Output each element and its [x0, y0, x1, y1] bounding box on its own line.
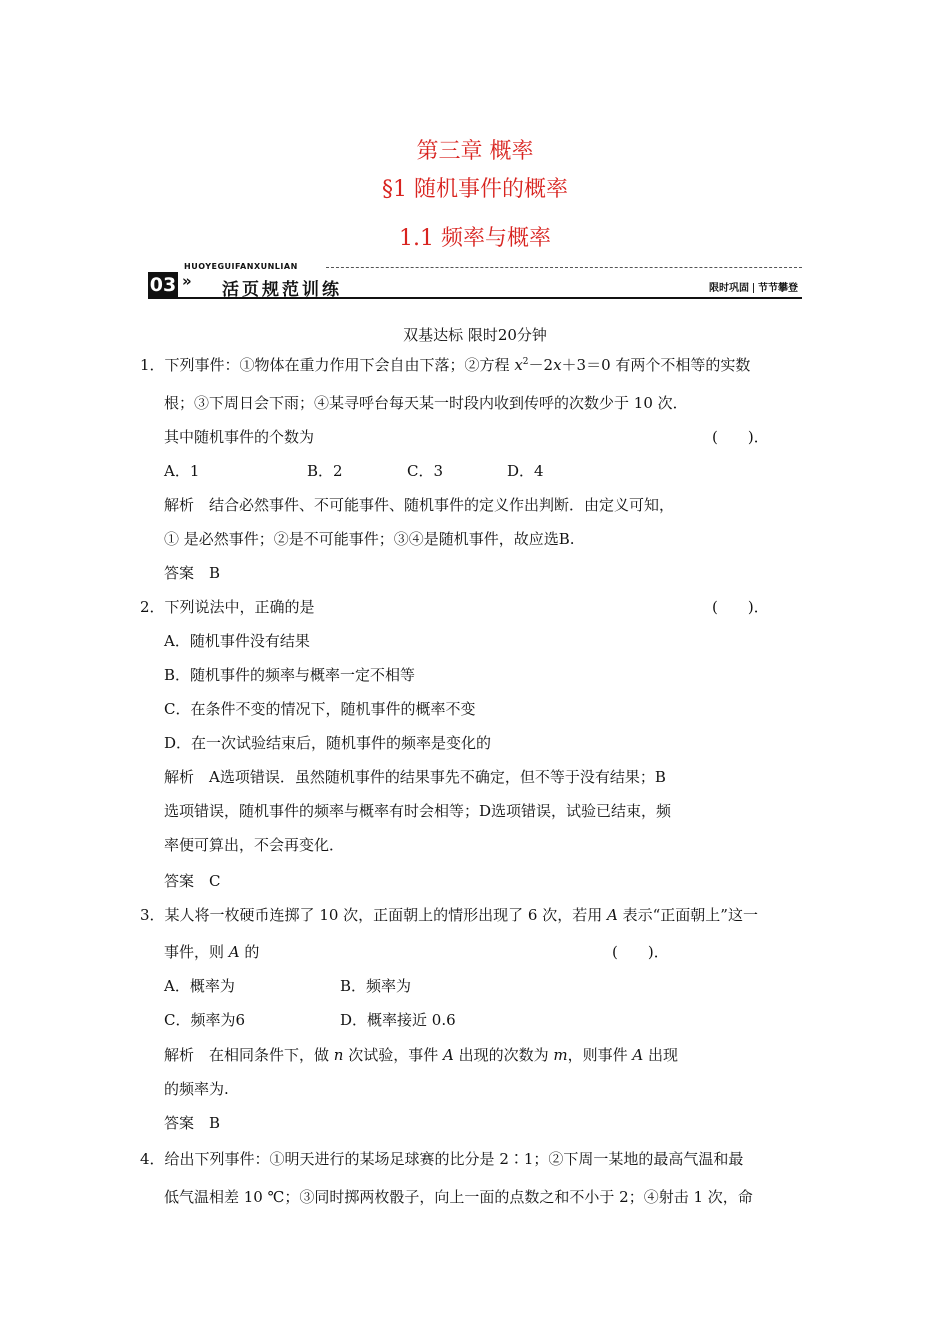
q2-option-c: C．在条件不变的情况下，随机事件的概率不变 — [164, 700, 476, 718]
banner-number: 03 — [149, 274, 177, 296]
tag-separator — [753, 283, 754, 293]
q3-option-d: D．概率接近 0.6 — [340, 1011, 456, 1029]
q2-explanation-1: 解析 A选项错误．虽然随机事件的结果事先不确定，但不等于没有结果；B — [164, 768, 666, 786]
q2-line-1: 2．下列说法中，正确的是 — [140, 598, 315, 616]
banner-pinyin: HUOYEGUIFANXUNLIAN — [184, 262, 298, 271]
q3-explanation-2: 的频率为. — [164, 1080, 229, 1098]
subsection-title: 1.1 频率与概率 — [399, 226, 551, 251]
q1-option-a: A．1 — [164, 462, 200, 480]
q1-line-2: 根；③下周日会下雨；④某寻呼台每天某一时段内收到传呼的次数少于 10 次． — [164, 394, 688, 412]
double-chevron-icon: » — [182, 272, 192, 290]
q2-answer-blank: ( )． — [712, 598, 769, 616]
q3-line-2: 事件，则 A 的 — [164, 943, 260, 961]
q2-option-a: A．随机事件没有结果 — [164, 632, 310, 650]
banner-name: 活页规范训练 — [222, 280, 342, 300]
q3-option-a: A．概率为 — [164, 977, 235, 995]
q3-option-b: B．频率为 — [340, 977, 412, 995]
q3-option-c: C．频率为6 — [164, 1011, 246, 1029]
q2-option-d: D．在一次试验结束后，随机事件的频率是变化的 — [164, 734, 492, 752]
q4-line-1: 4．给出下列事件：①明天进行的某场足球赛的比分是 2∶1；②下周一某地的最高气温和最 — [140, 1150, 744, 1168]
q1-answer: 答案 B — [164, 564, 221, 582]
q3-answer-blank: ( )． — [612, 943, 669, 961]
q3-explanation-1: 解析 在相同条件下，做 n 次试验，事件 A 出现的次数为 m，则事件 A 出现 — [164, 1046, 679, 1064]
banner-tag-left: 限时巩固 — [709, 283, 749, 294]
q2-explanation-3: 率便可算出，不会再变化． — [164, 836, 345, 854]
q2-answer: 答案 C — [164, 872, 221, 890]
q1-explanation-1: 解析 结合必然事件、不可能事件、随机事件的定义作出判断．由定义可知， — [164, 496, 675, 514]
q1-option-d: D．4 — [507, 462, 544, 480]
q1-answer-blank: ( )． — [712, 428, 769, 446]
practice-banner — [148, 262, 802, 298]
q3-line-1: 3．某人将一枚硬币连掷了 10 次，正面朝上的情形出现了 6 次，若用 A 表示“正面朝上”这一 — [140, 906, 758, 924]
q2-explanation-2: 选项错误，随机事件的频率与概率有时会相等；D选项错误，试验已结束，频 — [164, 802, 672, 820]
q1-line-3: 其中随机事件的个数为 — [164, 428, 315, 446]
q2-option-b: B．随机事件的频率与概率一定不相等 — [164, 666, 416, 684]
banner-dashed-rule — [326, 267, 802, 268]
banner-tag-right: 节节攀登 — [758, 283, 798, 294]
q1-line-1: 1．下列事件：①物体在重力作用下会自由下落；②方程 $x^2-2x+3=0$ 有两个不相等的实数 — [140, 356, 751, 374]
q1-option-b: B．2 — [307, 462, 343, 480]
q1-explanation-2: ① 是必然事件；②是不可能事件；③④是随机事件，故应选B. — [164, 530, 575, 548]
q1-option-c: C．3 — [407, 462, 444, 480]
exercise-subtitle: 双基达标 限时20分钟 — [403, 326, 547, 344]
banner-tag — [709, 279, 798, 294]
q3-answer: 答案 B — [164, 1114, 221, 1132]
chapter-title: 第三章 概率 — [416, 139, 534, 164]
banner-rule — [148, 297, 802, 299]
section-title: §1 随机事件的概率 — [382, 177, 568, 202]
q4-line-2: 低气温相差 10 ℃；③同时掷两枚骰子，向上一面的点数之和不小于 2；④射击 1 次，命 — [164, 1188, 753, 1206]
